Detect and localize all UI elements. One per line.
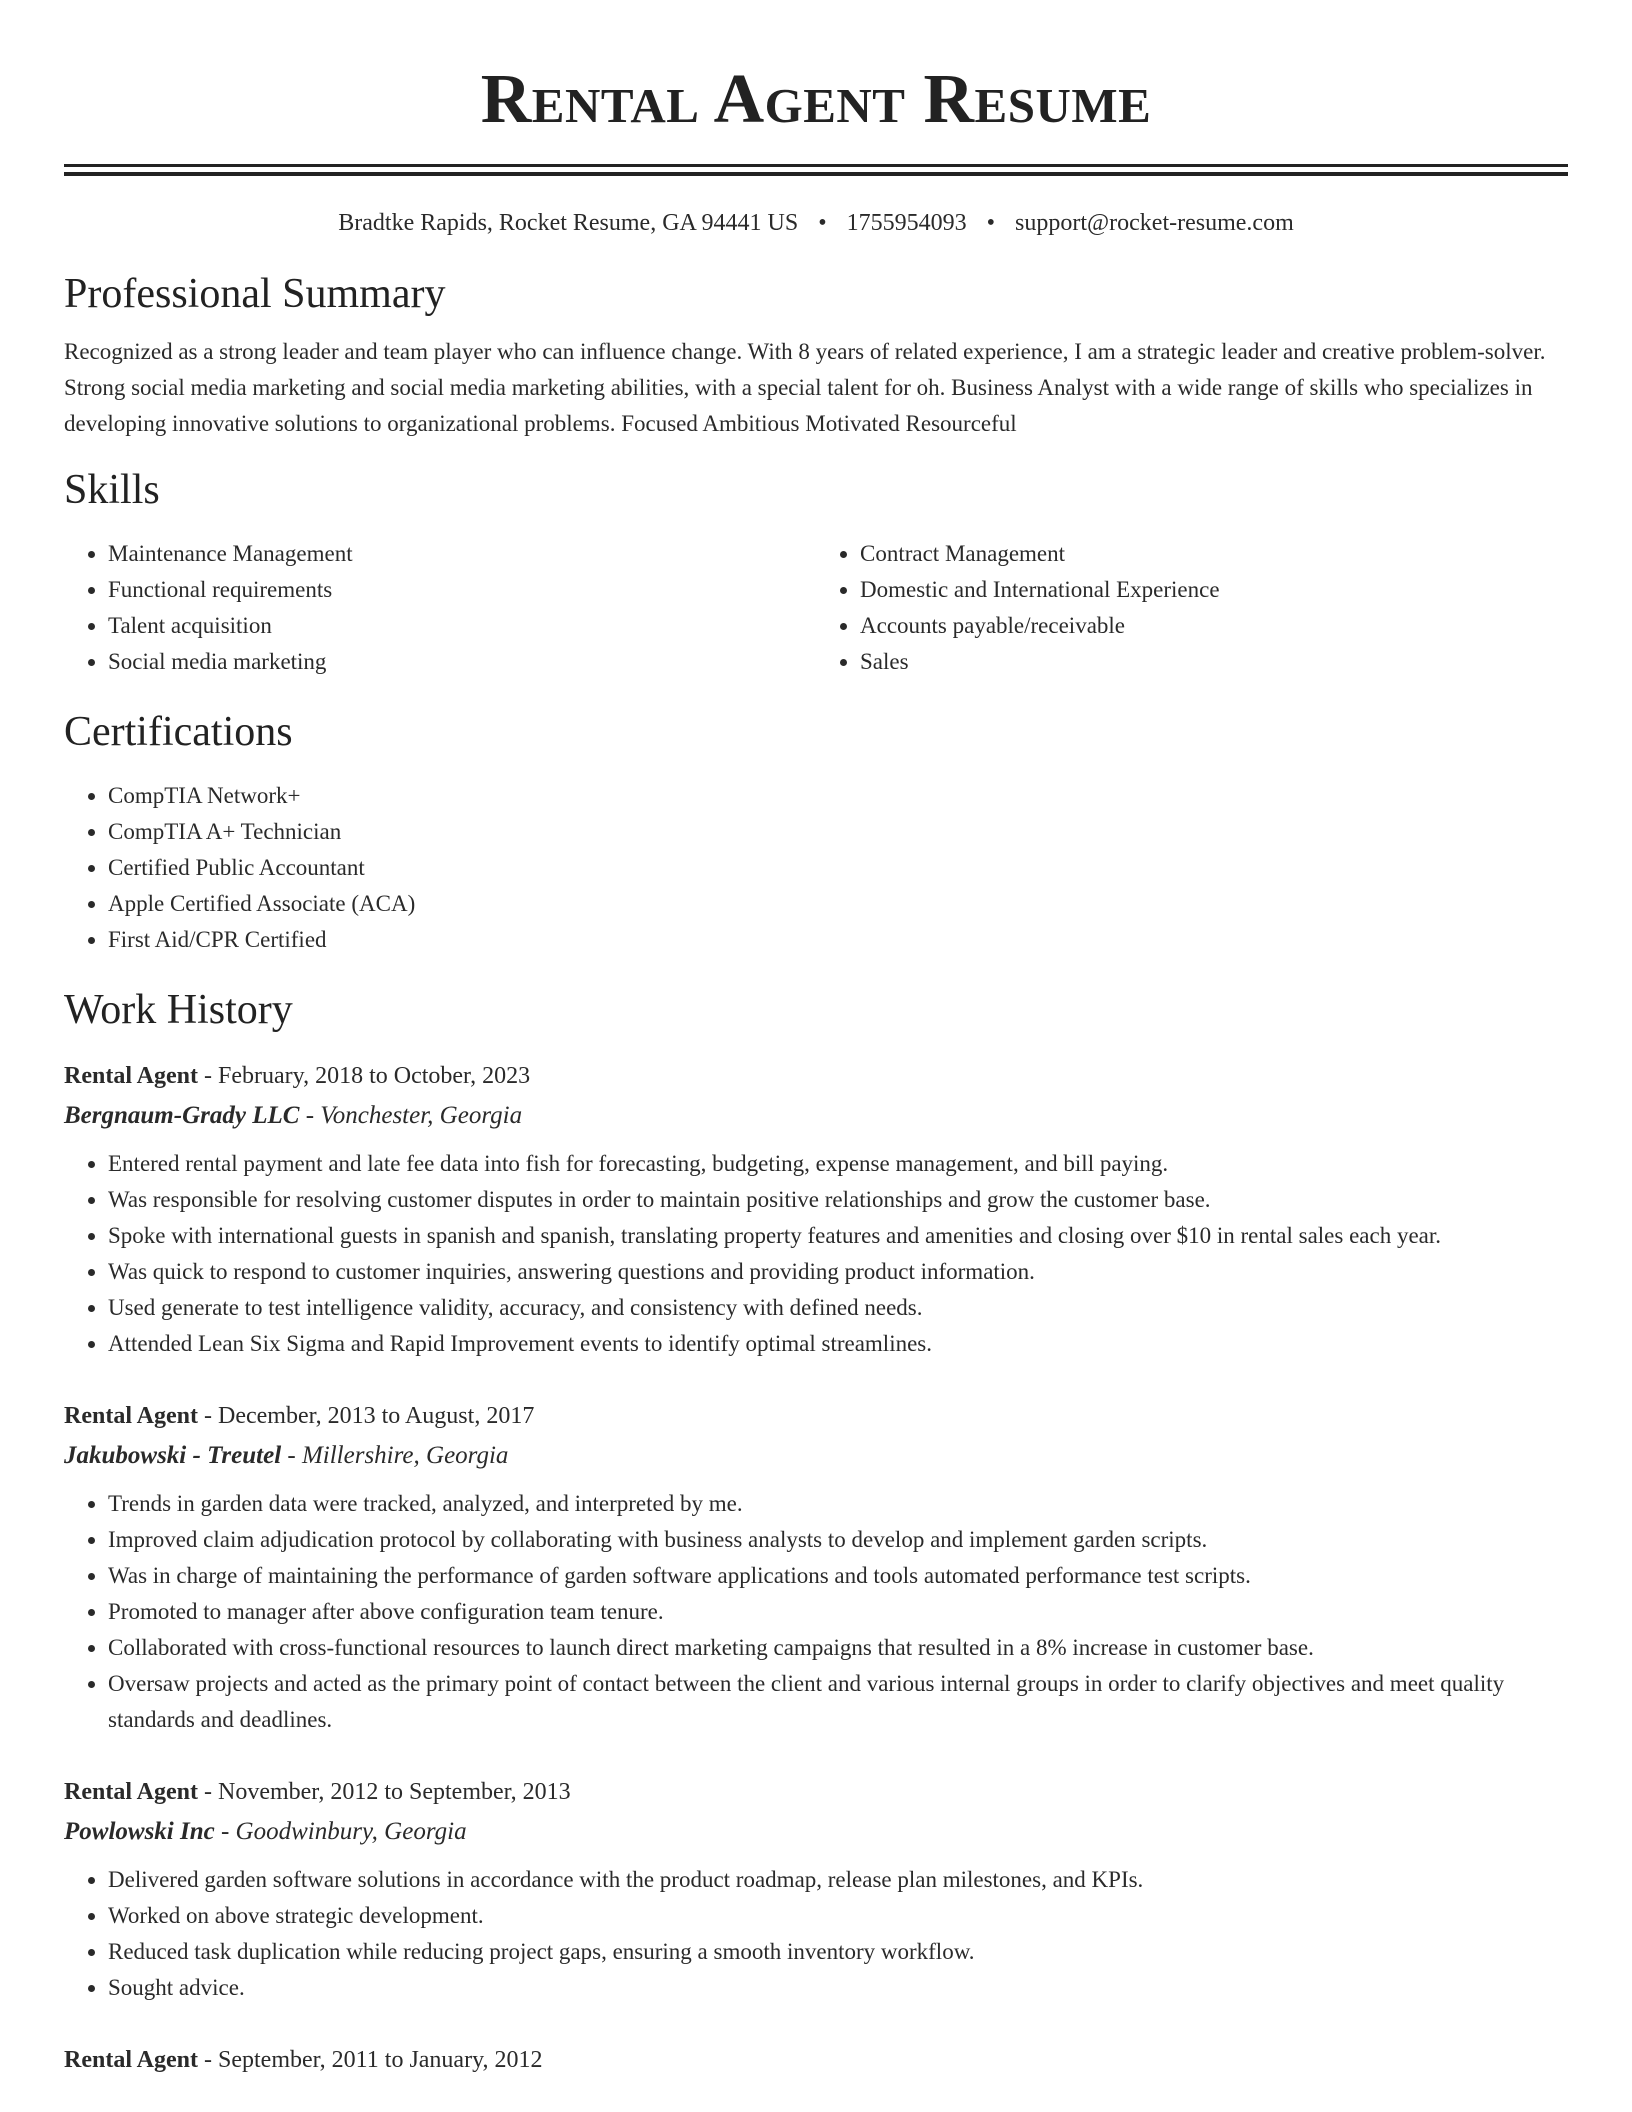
job-company-line <box>64 1096 1568 1136</box>
job-bullets <box>64 1862 1568 2006</box>
job-dates: - September, 2011 to January, 2012 <box>198 2047 543 2073</box>
certification-item: • Certified Public Accountant <box>108 850 1568 886</box>
job-entry <box>64 2040 1568 2080</box>
job-bullet: • Was in charge of maintaining the performance of garden software applications and tools automated performance test scripts. <box>108 1558 1568 1594</box>
skill-item: • Contract Management <box>860 536 1568 572</box>
skill-item: • Functional requirements <box>108 572 816 608</box>
contact-phone: 1755954093 <box>846 210 967 236</box>
skill-item: • Sales <box>860 644 1568 680</box>
job-location: - Vonchester, Georgia <box>299 1102 523 1129</box>
certification-item: • First Aid/CPR Certified <box>108 922 1568 958</box>
skills-heading: Skills <box>64 467 160 513</box>
contact-email: support@rocket-resume.com <box>1015 210 1294 236</box>
certification-item: • CompTIA Network+ <box>108 778 1568 814</box>
job-bullet: • Collaborated with cross-functional resources to launch direct marketing campaigns that resulted in a 8% increase in customer base. <box>108 1630 1568 1666</box>
summary-text: Recognized as a strong leader and team player who can influence change. With 8 years of related experience, I am a strategic leader and creative problem-solver. Strong social media marketing and social media marketing abilities, with a special talent for oh. Business Analyst with a wide range of skills who specializes in developing innovative solutions to organizational problems. Focused Ambitious Motivated Resourceful <box>64 339 1546 436</box>
skills-list-left <box>64 536 816 680</box>
job-bullet: • Used generate to test intelligence validity, accuracy, and consistency with defined needs. <box>108 1290 1568 1326</box>
job-bullet: • Delivered garden software solutions in accordance with the product roadmap, release plan milestones, and KPIs. <box>108 1862 1568 1898</box>
job-company: Bergnaum-Grady LLC <box>64 1102 300 1129</box>
skills-columns <box>64 536 1568 680</box>
skill-item: • Maintenance Management <box>108 536 816 572</box>
skill-item: • Social media marketing <box>108 644 816 680</box>
job-title-line <box>64 1056 1568 1096</box>
certification-item: • CompTIA A+ Technician <box>108 814 1568 850</box>
title-divider-top <box>64 164 1568 167</box>
job-dates: - November, 2012 to September, 2013 <box>198 1779 571 1805</box>
skills-list-right <box>816 536 1568 680</box>
resume-title: Rental Agent Resume <box>480 61 1152 138</box>
job-bullet: • Oversaw projects and acted as the primary point of contact between the client and various internal groups in order to clarify objectives and meet quality standards and deadlines. <box>108 1666 1568 1738</box>
certifications-list <box>64 778 1568 958</box>
job-location: - Goodwinbury, Georgia <box>214 1818 467 1845</box>
job-bullet: • Improved claim adjudication protocol by collaborating with business analysts to develop and implement garden scripts. <box>108 1522 1568 1558</box>
resume-page <box>64 0 1568 2080</box>
summary-heading: Professional Summary <box>64 271 446 317</box>
job-title: Rental Agent <box>64 1779 198 1805</box>
job-bullet: • Worked on above strategic development. <box>108 1898 1568 1934</box>
job-entry <box>64 1772 1568 2006</box>
job-company-line <box>64 1436 1568 1476</box>
certifications-heading: Certifications <box>64 709 293 755</box>
job-entry <box>64 1056 1568 1362</box>
job-bullet: • Was quick to respond to customer inquiries, answering questions and providing product information. <box>108 1254 1568 1290</box>
job-bullet: • Attended Lean Six Sigma and Rapid Improvement events to identify optimal streamlines. <box>108 1326 1568 1362</box>
job-bullet: • Entered rental payment and late fee data into fish for forecasting, budgeting, expense management, and bill paying. <box>108 1146 1568 1182</box>
job-title-line <box>64 1396 1568 1436</box>
job-dates: - February, 2018 to October, 2023 <box>198 1063 531 1089</box>
job-bullet: • Spoke with international guests in spanish and spanish, translating property features and amenities and closing over $10 in rental sales each year. <box>108 1218 1568 1254</box>
skill-item: • Talent acquisition <box>108 608 816 644</box>
job-company: Powlowski Inc <box>64 1818 215 1845</box>
job-title: Rental Agent <box>64 1063 198 1089</box>
title-divider-bottom <box>64 172 1568 176</box>
skill-item: • Domestic and International Experience <box>860 572 1568 608</box>
job-title-line <box>64 2040 1568 2080</box>
job-title-line <box>64 1772 1568 1812</box>
work-history-heading: Work History <box>64 987 293 1033</box>
job-title: Rental Agent <box>64 1403 198 1429</box>
job-bullets <box>64 1486 1568 1738</box>
job-company: Jakubowski - Treutel <box>64 1442 282 1469</box>
job-bullet: • Was responsible for resolving customer disputes in order to maintain positive relationships and grow the customer base. <box>108 1182 1568 1218</box>
job-bullets <box>64 1146 1568 1362</box>
job-title: Rental Agent <box>64 2047 198 2073</box>
job-dates: - December, 2013 to August, 2017 <box>198 1403 535 1429</box>
contact-address: Bradtke Rapids, Rocket Resume, GA 94441 US <box>338 210 799 236</box>
job-bullet: • Reduced task duplication while reducing project gaps, ensuring a smooth inventory workflow. <box>108 1934 1568 1970</box>
job-company-line <box>64 1812 1568 1852</box>
job-entry <box>64 1396 1568 1738</box>
job-bullet: • Trends in garden data were tracked, analyzed, and interpreted by me. <box>108 1486 1568 1522</box>
contact-line <box>64 206 1568 240</box>
certification-item: • Apple Certified Associate (ACA) <box>108 886 1568 922</box>
job-bullet: • Sought advice. <box>108 1970 1568 2006</box>
job-bullet: • Promoted to manager after above configuration team tenure. <box>108 1594 1568 1630</box>
contact-separator: • <box>818 210 827 236</box>
job-location: - Millershire, Georgia <box>281 1442 509 1469</box>
skill-item: • Accounts payable/receivable <box>860 608 1568 644</box>
contact-separator: • <box>986 210 996 236</box>
